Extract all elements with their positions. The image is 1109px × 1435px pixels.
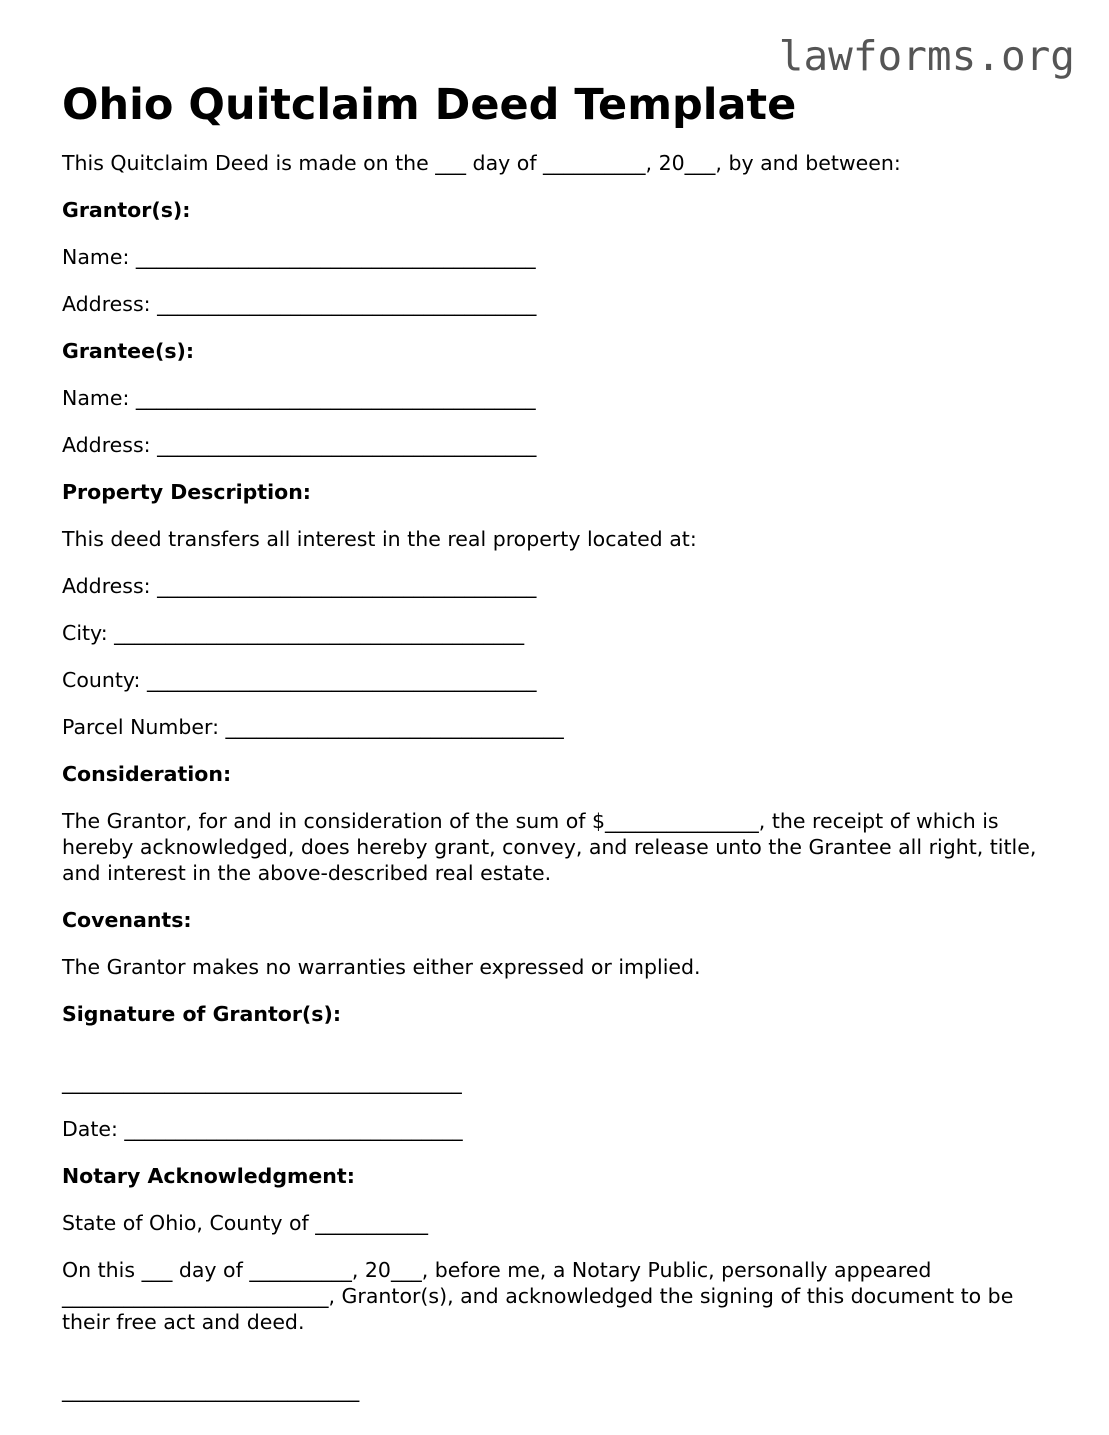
property-address-field: Address: _____________________________________	[62, 574, 537, 598]
consideration-text: The Grantor, for and in consideration of the sum of $_______________, the receipt of which is hereby acknowledged, does hereby grant, convey, and release unto the Grantee all right, title, and interest in the above-described real estate.	[62, 809, 1037, 885]
property-county-field: County: ______________________________________	[62, 668, 537, 692]
grantor-heading: Grantor(s):	[62, 198, 191, 222]
intro-text: This Quitclaim Deed is made on the ___ day of __________, 20___, by and between:	[62, 151, 901, 175]
property-heading: Property Description:	[62, 480, 311, 504]
signature-spacer	[62, 1048, 1052, 1069]
grantor-name-field: Name: _______________________________________	[62, 245, 536, 269]
signature-heading: Signature of Grantor(s):	[62, 1002, 342, 1026]
property-city-field: City: ________________________________________	[62, 621, 525, 645]
page-title: Ohio Quitclaim Deed Template	[62, 80, 797, 130]
signature-date-field: Date: _________________________________	[62, 1117, 463, 1141]
notary-heading: Notary Acknowledgment:	[62, 1164, 355, 1188]
notary-spacer	[62, 1356, 1052, 1377]
notary-signature-line: _____________________________	[62, 1378, 360, 1402]
grantor-address-field: Address: _____________________________________	[62, 292, 537, 316]
covenants-heading: Covenants:	[62, 908, 192, 932]
notary-state-field: State of Ohio, County of ___________	[62, 1211, 429, 1235]
grantee-address-field: Address: _____________________________________	[62, 433, 537, 457]
document-page	[62, 80, 1052, 1424]
property-intro: This deed transfers all interest in the real property located at:	[62, 527, 697, 551]
property-parcel-field: Parcel Number: _________________________________	[62, 715, 564, 739]
covenants-text: The Grantor makes no warranties either expressed or implied.	[62, 955, 701, 979]
consideration-heading: Consideration:	[62, 762, 232, 786]
grantee-name-field: Name: _______________________________________	[62, 386, 536, 410]
notary-text: On this ___ day of __________, 20___, before me, a Notary Public, personally appeared __________________________, Grantor(s), and acknowledged the signing of this document to be their free act and deed.	[62, 1258, 1014, 1334]
grantee-heading: Grantee(s):	[62, 339, 195, 363]
signature-line: _______________________________________	[62, 1070, 462, 1094]
watermark-logo: lawforms.org	[778, 32, 1075, 80]
